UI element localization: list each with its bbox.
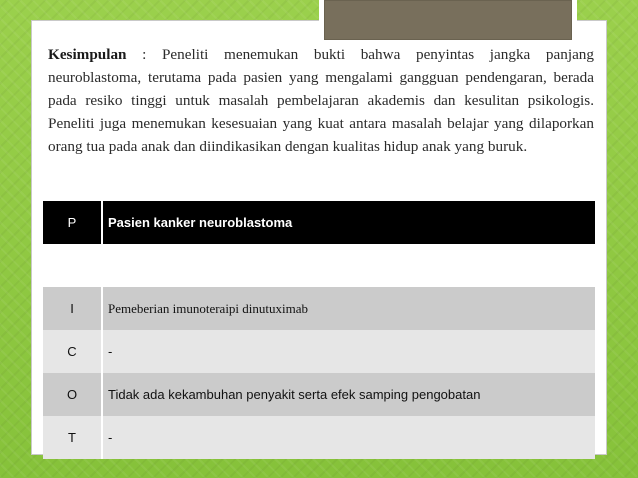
pico-value-i: Pemeberian imunoteraipi dinutuximab bbox=[108, 300, 309, 316]
conclusion-paragraph bbox=[48, 43, 594, 158]
table-row-p bbox=[43, 201, 595, 244]
pico-table bbox=[43, 201, 595, 459]
pico-key-t: T bbox=[43, 416, 102, 459]
conclusion-separator: : bbox=[126, 46, 162, 63]
pico-value-o: Tidak ada kekambuhan penyakit serta efek samping pengobatan bbox=[108, 387, 481, 402]
pico-key-c: C bbox=[43, 330, 102, 373]
pico-value-p: Pasien kanker neuroblastoma bbox=[108, 215, 293, 230]
title-bar-fill bbox=[324, 0, 572, 40]
pico-value-c: - bbox=[108, 344, 113, 359]
pico-key-p: P bbox=[43, 201, 102, 244]
title-placeholder-bar bbox=[319, 0, 577, 44]
pico-key-i: I bbox=[43, 287, 102, 330]
pico-value-t: - bbox=[108, 430, 113, 445]
table-row-t bbox=[43, 416, 595, 459]
conclusion-label: Kesimpulan bbox=[48, 46, 127, 63]
table-row-o bbox=[43, 373, 595, 416]
table-row-i bbox=[43, 287, 595, 330]
conclusion-text: Peneliti menemukan bukti bahwa penyintas jangka panjang neuroblastoma, terutama pada pasien yang mengalami gangguan pendengaran, berada pada resiko tinggi untuk masalah pembelajaran akademis dan kesulitan psikologis. Peneliti juga menemukan kesesuaian yang kuat antara masalah belajar yang dilaporkan orang tua pada anak dan diindikasikan dengan kualitas hidup anak yang buruk. bbox=[48, 46, 594, 155]
pico-key-o: O bbox=[43, 373, 102, 416]
table-row-c bbox=[43, 330, 595, 373]
